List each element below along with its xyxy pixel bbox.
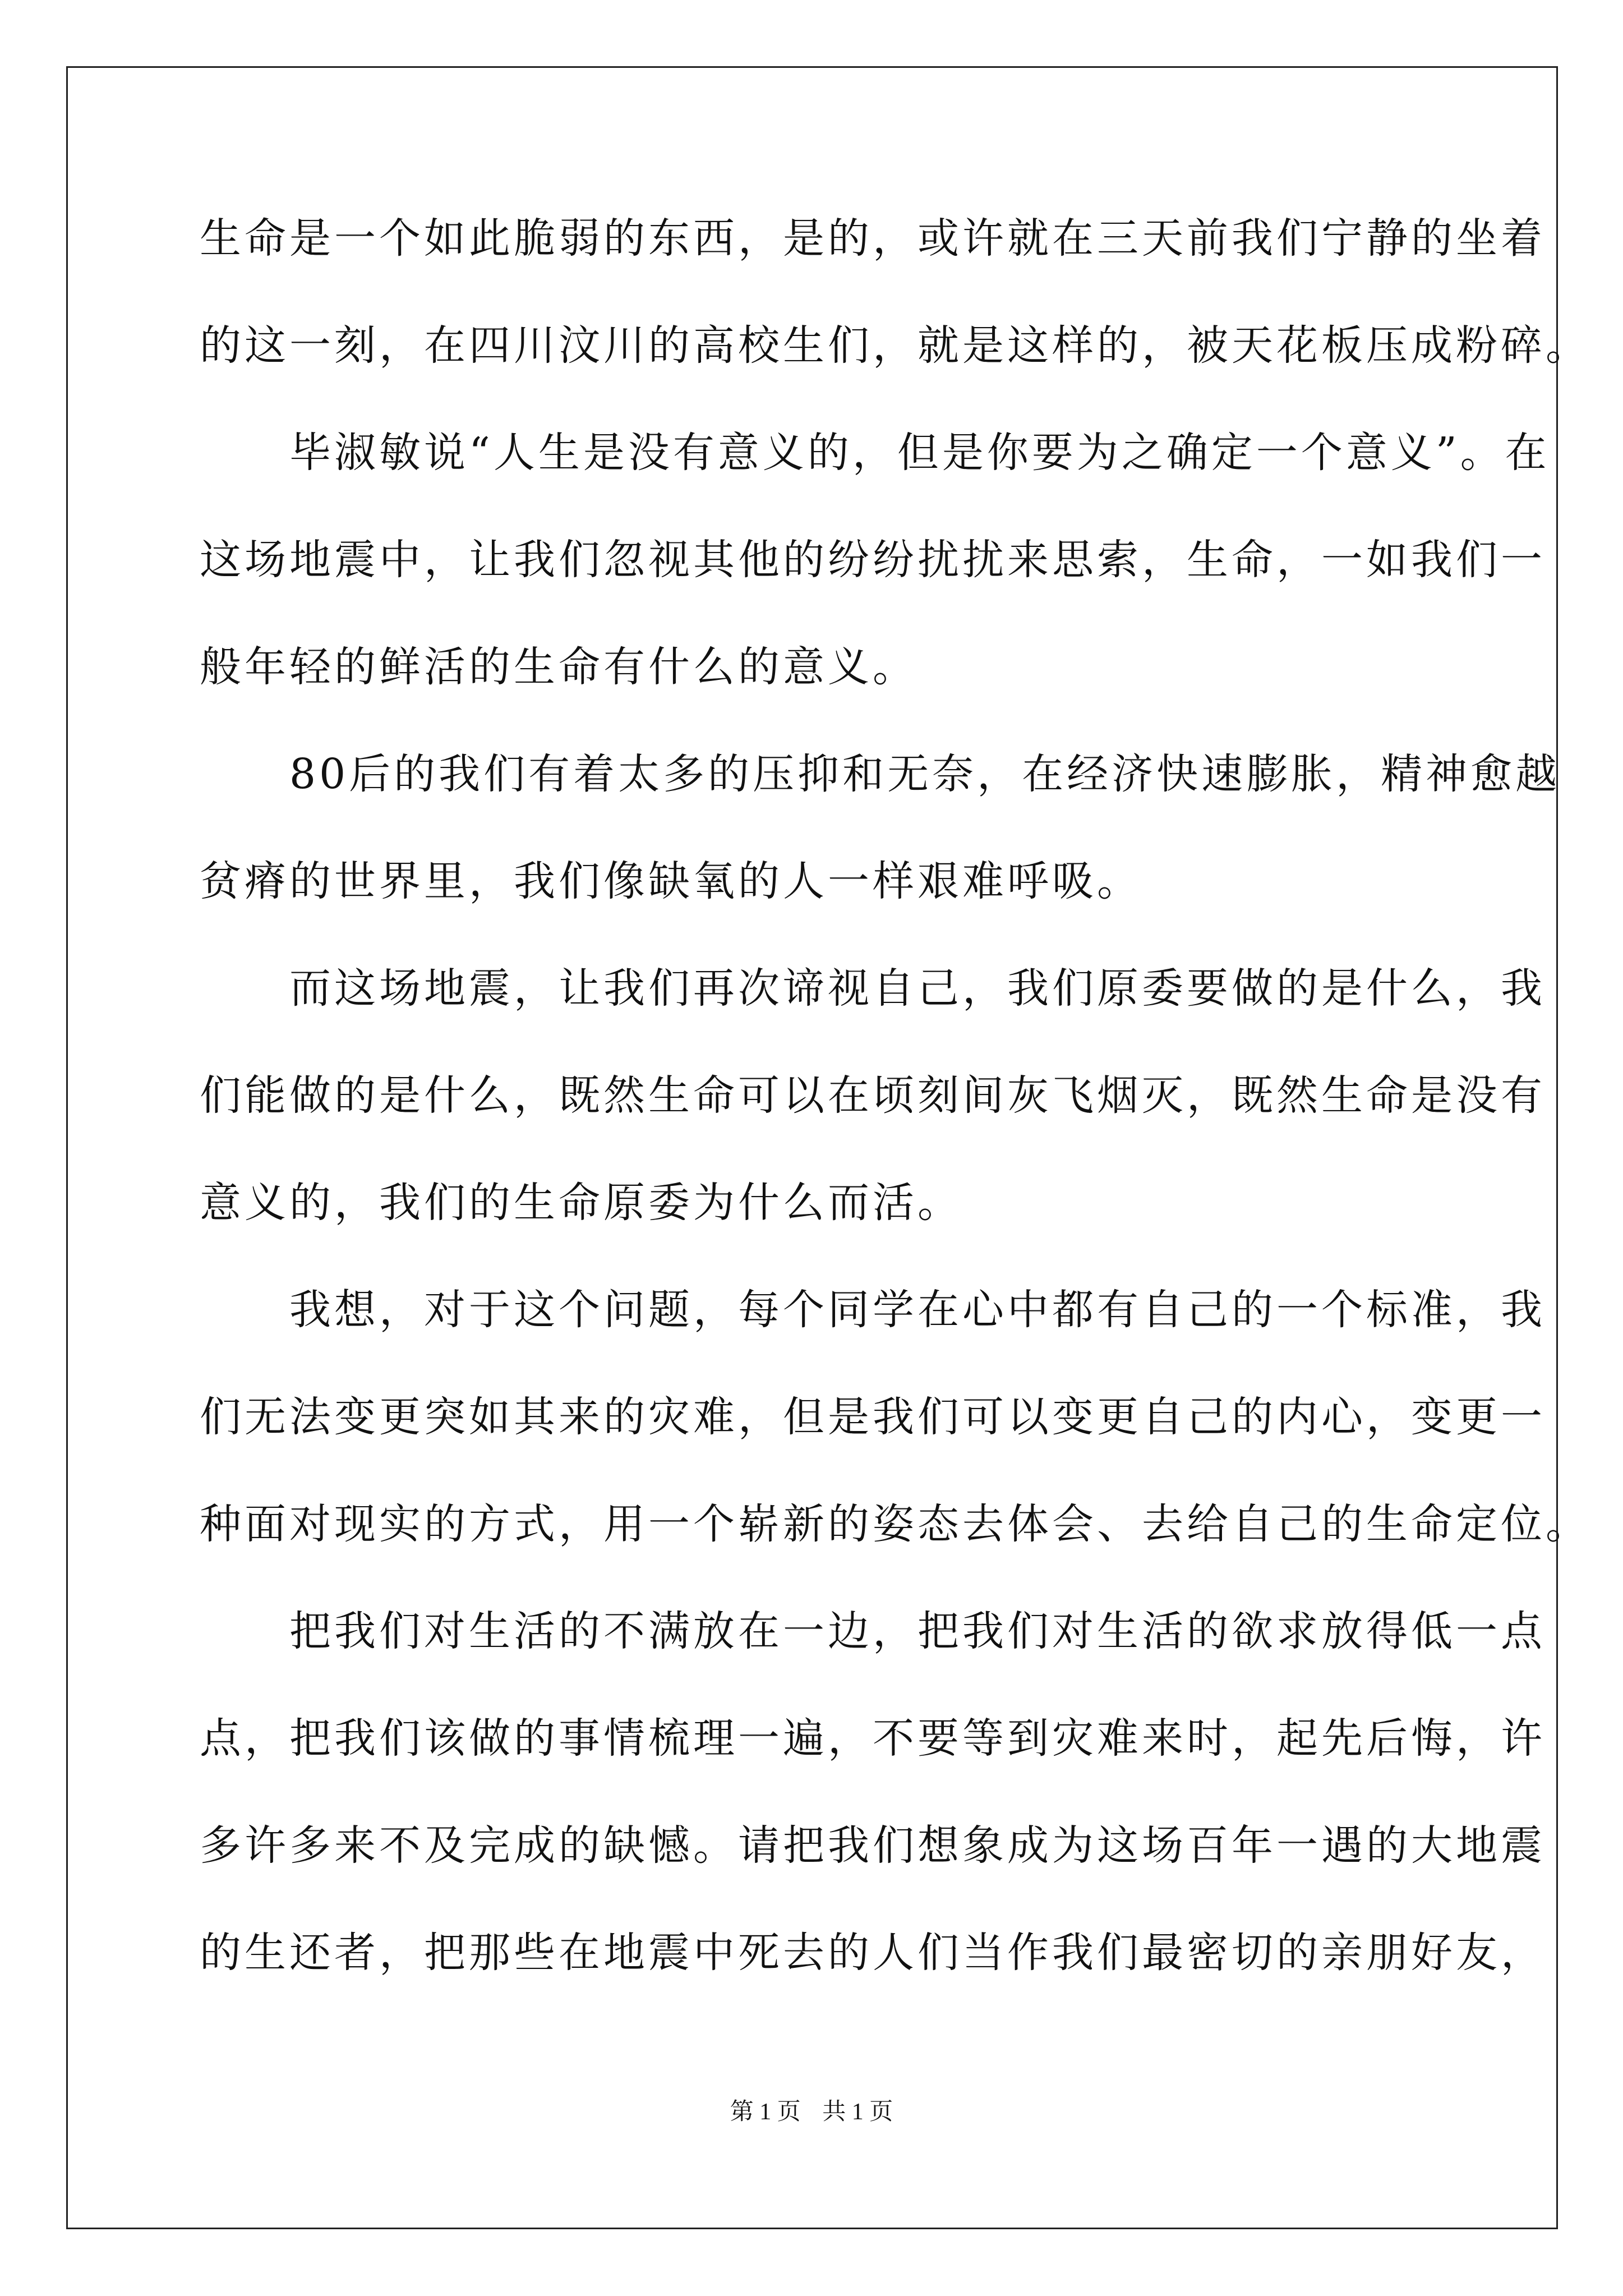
text-line: 我想，对于这个问题，每个同学在心中都有自己的一个标准，我 (200, 1286, 1546, 1334)
page-footer (0, 2095, 1623, 2129)
text-line: 80后的我们有着太多的压抑和无奈，在经济快速膨胀，精神愈越 (200, 750, 1561, 798)
text-line: 们能做的是什么，既然生命可以在顷刻间灰飞烟灭，既然生命是没有 (200, 1071, 1546, 1120)
page-border (66, 66, 1561, 2229)
text-line: 的这一刻，在四川汶川的高校生们，就是这样的，被天花板压成粉碎。 (200, 321, 1590, 370)
text-line: 意义的，我们的生命原委为什么而活。 (200, 1179, 962, 1227)
text-line: 点，把我们该做的事情梳理一遍，不要等到灾难来时，起先后悔，许 (200, 1714, 1546, 1763)
text-line: 毕淑敏说“人生是没有意义的，但是你要为之确定一个意义”。在 (200, 429, 1550, 477)
text-line: 多许多来不及完成的缺憾。请把我们想象成为这场百年一遇的大地震 (200, 1821, 1546, 1870)
text-line: 贫瘠的世界里，我们像缺氧的人一样艰难呼吸。 (200, 857, 1142, 905)
text-line: 生命是一个如此脆弱的东西，是的，或许就在三天前我们宁静的坐着 (200, 214, 1546, 263)
text-line: 而这场地震，让我们再次谛视自己，我们原委要做的是什么，我 (200, 964, 1546, 1013)
text-line: 这场地震中，让我们忽视其他的纷纷扰扰来思索，生命，一如我们一 (200, 536, 1546, 584)
text-line: 般年轻的鲜活的生命有什么的意义。 (200, 643, 917, 691)
page-total: 共 1 页 (822, 2099, 893, 2125)
text-line: 的生还者，把那些在地震中死去的人们当作我们最密切的亲朋好友， (200, 1929, 1546, 1977)
page-number: 第 1 页 (730, 2099, 801, 2125)
text-line: 把我们对生活的不满放在一边，把我们对生活的欲求放得低一点 (200, 1607, 1546, 1655)
text-line: 们无法变更突如其来的灾难，但是我们可以变更自己的内心，变更一 (200, 1393, 1546, 1441)
text-line: 种面对现实的方式，用一个崭新的姿态去体会、去给自己的生命定位。 (200, 1500, 1590, 1548)
